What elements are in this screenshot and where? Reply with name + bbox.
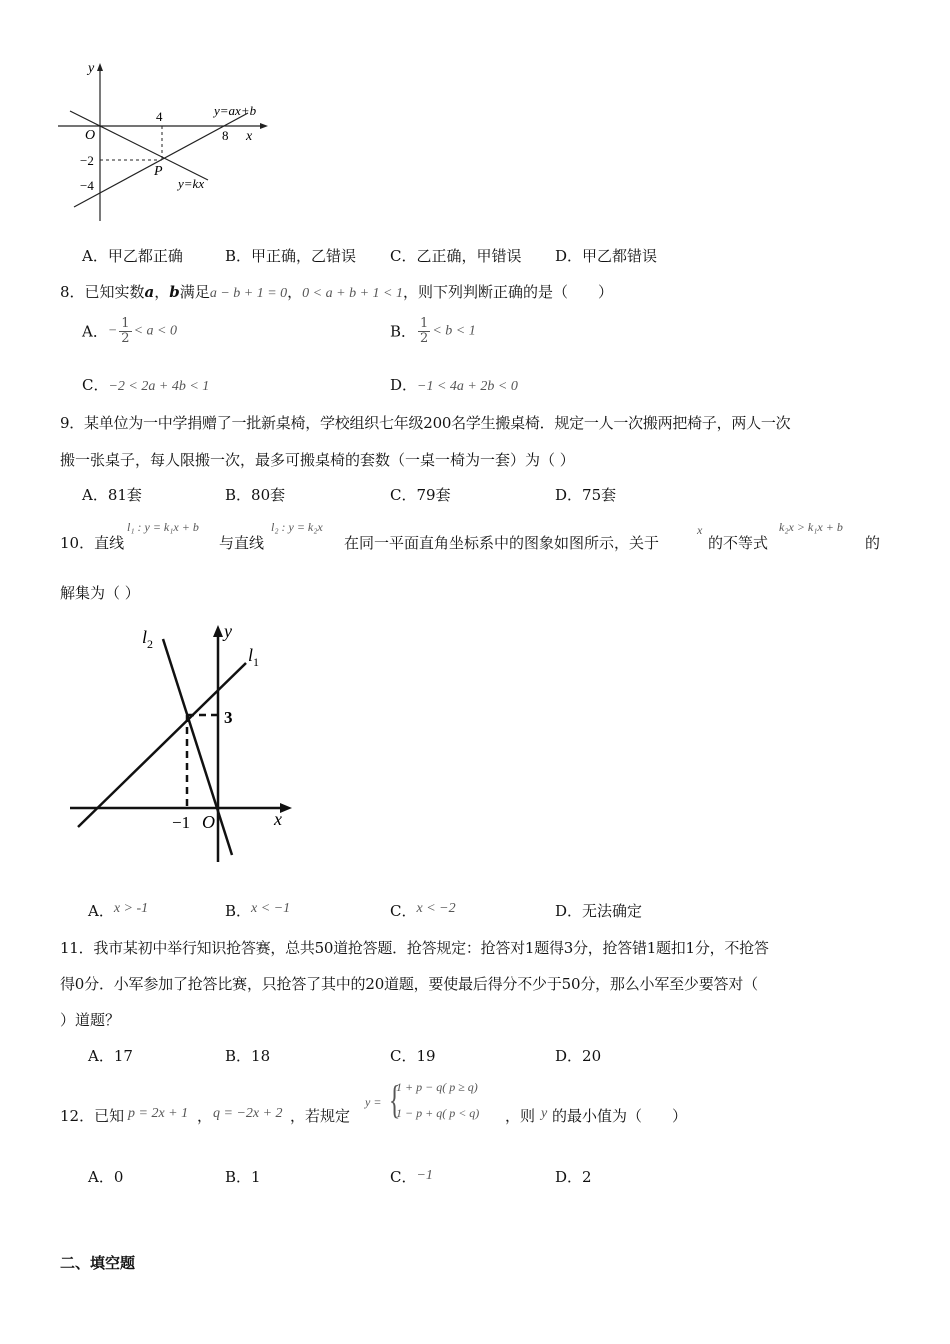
fig1-x-label: x (246, 129, 253, 144)
q11-option-b[interactable]: B．18 (225, 1047, 271, 1065)
q10-a-expr: x > -1 (113, 901, 149, 916)
q10-post: 的 (865, 534, 881, 552)
q7-option-b[interactable]: B．甲正确，乙错误 (225, 247, 357, 265)
fig2-y-label: y (224, 621, 232, 641)
q10-line2: 解集为（ ） (60, 584, 140, 602)
q9-option-c[interactable]: C．79套 (390, 486, 451, 504)
q10-a-label: A． (88, 902, 114, 920)
q10-option-c[interactable] (390, 900, 456, 921)
section2-title: 二、填空题 (60, 1254, 136, 1272)
q11-option-a[interactable]: A．17 (88, 1047, 133, 1065)
q8-b-den: 2 (420, 331, 429, 346)
q8-var-b: b (169, 283, 180, 301)
q10-l1-expr: l₁ : y = k₁x + b (127, 520, 199, 534)
q12-case2: 1 − p + q( p < q) (396, 1106, 480, 1120)
q12-option-a[interactable]: A．0 (88, 1168, 124, 1186)
q12-c-label: C． (390, 1168, 417, 1186)
q12-q-expr: q = −2x + 2 (213, 1106, 283, 1121)
q8-comma2: ， (287, 283, 303, 301)
fig1-tick-4: 4 (156, 109, 163, 124)
q8-a-num: 1 (121, 316, 130, 331)
q12-pre: 12．已知 (60, 1107, 125, 1125)
q8-comma1: ， (154, 283, 170, 301)
q10-b-expr: x < −1 (251, 901, 291, 916)
q12-post2: 的最小值为（ ） (552, 1107, 688, 1125)
q9-line1: 9．某单位为一中学捐赠了一批新桌椅，学校组织七年级200名学生搬桌椅．规定一人一次搬两把椅子，两人一次 (60, 414, 791, 432)
q7-option-a[interactable]: A．甲乙都正确 (82, 247, 183, 265)
q8-c-expr: −2 < 2a + 4b < 1 (108, 379, 210, 394)
q8-c-label: C． (82, 376, 109, 394)
q12-option-b[interactable]: B．1 (225, 1168, 261, 1186)
q12-var-y: y (541, 1106, 548, 1121)
q10-mid3: 的不等式 (708, 534, 769, 552)
q7-option-d[interactable]: D．甲乙都错误 (555, 247, 658, 265)
q12-mid: ，若规定 (290, 1107, 351, 1125)
fig2-origin: O (202, 812, 215, 832)
fig2-x-label: x (274, 809, 282, 829)
q8-option-b[interactable] (390, 317, 476, 346)
fig2-line-l1 (78, 663, 246, 827)
q8-option-d[interactable] (390, 374, 518, 395)
q8-b-label: B． (390, 322, 417, 341)
q12-p-expr: p = 2x + 1 (128, 1106, 189, 1121)
q8-a-minus: − (107, 323, 118, 339)
q8-cond1: a − b + 1 = 0 (209, 286, 288, 301)
q8-stem (60, 281, 613, 302)
fig1-tick-neg4: −4 (80, 178, 94, 193)
q8-b-num: 1 (420, 316, 429, 331)
q10-c-expr: x < −2 (416, 901, 456, 916)
fig1-tick-neg2: −2 (80, 153, 94, 168)
q10-ineq: k₂x > k₁x + b (779, 520, 843, 534)
fig2-tick-neg1: −1 (172, 813, 191, 832)
q12-option-d[interactable]: D．2 (555, 1168, 592, 1186)
q9-option-d[interactable]: D．75套 (555, 486, 617, 504)
q8-stem-post: ，则下列判断正确的是（ ） (402, 283, 613, 301)
fig1-tick-8: 8 (222, 128, 229, 143)
q8-a-label: A． (82, 322, 108, 341)
q12-c-expr: −1 (416, 1168, 433, 1183)
q11-option-d[interactable]: D．20 (555, 1047, 602, 1065)
q9-option-b[interactable]: B．80套 (225, 486, 286, 504)
q12-brace: { (388, 1077, 401, 1122)
q10-l2-expr: l₂ : y = k₂x (271, 520, 323, 534)
q10-c-label: C． (390, 902, 417, 920)
q10-mid1: 与直线 (219, 534, 265, 552)
q10-b-label: B． (225, 902, 252, 920)
fig1-line-kx-label: y=kx (178, 176, 205, 191)
fig2-l2-label: $l_2$ (142, 627, 154, 651)
q9-option-a[interactable]: A．81套 (82, 486, 142, 504)
fig1-line-ax-b-label: y=ax+b (214, 103, 257, 118)
q8-option-c[interactable] (82, 374, 209, 395)
q12-comma1: ， (197, 1107, 213, 1125)
fig2-y-arrow (213, 625, 223, 637)
q11-line3: ）道题？ (60, 1011, 121, 1029)
fig1-point-p: P (154, 164, 163, 179)
fig1-y-arrow (97, 63, 103, 71)
q11-line1: 11．我市某初中举行知识抢答赛，总共50道抢答题．抢答规定：抢答对1题得3分，抢答错1题扣1分，不抢答 (60, 939, 769, 957)
q8-stem-pre: 8．已知实数 (60, 283, 145, 301)
q8-d-label: D． (390, 376, 418, 394)
q10-option-b[interactable] (225, 900, 290, 921)
q8-b-rest: < b < 1 (432, 323, 476, 339)
q10-pre: 10．直线 (60, 534, 125, 552)
q10-var-x: x (697, 523, 703, 537)
fig2-l1-label: $l_1$ (248, 645, 260, 669)
q8-stem-mid: 满足 (179, 283, 210, 301)
q8-d-expr: −1 < 4a + 2b < 0 (417, 379, 518, 394)
fig2-tick-3: 3 (224, 708, 233, 727)
q10-option-d[interactable]: D．无法确定 (555, 902, 643, 920)
q12-case1: 1 + p − q( p ≥ q) (396, 1080, 478, 1094)
q9-line2: 搬一张桌子，每人限搬一次，最多可搬桌椅的套数（一桌一椅为一套）为（ ） (60, 451, 575, 469)
q11-option-c[interactable]: C．19 (390, 1047, 436, 1065)
q7-option-c[interactable]: C．乙正确，甲错误 (390, 247, 522, 265)
q12-post1: ，则 (505, 1107, 536, 1125)
fig1-x-arrow (260, 123, 268, 129)
q11-line2: 得0分．小军参加了抢答比赛，只抢答了其中的20道题，要使最后得分不少于50分，那么小军至少要答对（ (60, 975, 758, 993)
figure-1-graph (50, 55, 280, 230)
q8-a-frac (119, 317, 131, 346)
q10-option-a[interactable] (88, 900, 148, 921)
q8-b-frac (418, 317, 430, 346)
fig1-y-label: y (88, 61, 95, 76)
figure-2-graph (60, 615, 310, 865)
q8-a-den: 2 (121, 331, 130, 346)
q12-y-eq: y = (365, 1095, 382, 1109)
q8-var-a: a (144, 283, 155, 301)
q10-mid2: 在同一平面直角坐标系中的图象如图所示，关于 (344, 534, 660, 552)
q8-a-rest: < a < 0 (133, 323, 177, 339)
fig1-origin: O (85, 128, 96, 143)
q12-option-c[interactable] (390, 1166, 433, 1187)
q8-option-a[interactable] (82, 317, 177, 346)
q8-cond2: 0 < a + b + 1 < 1 (302, 286, 403, 301)
